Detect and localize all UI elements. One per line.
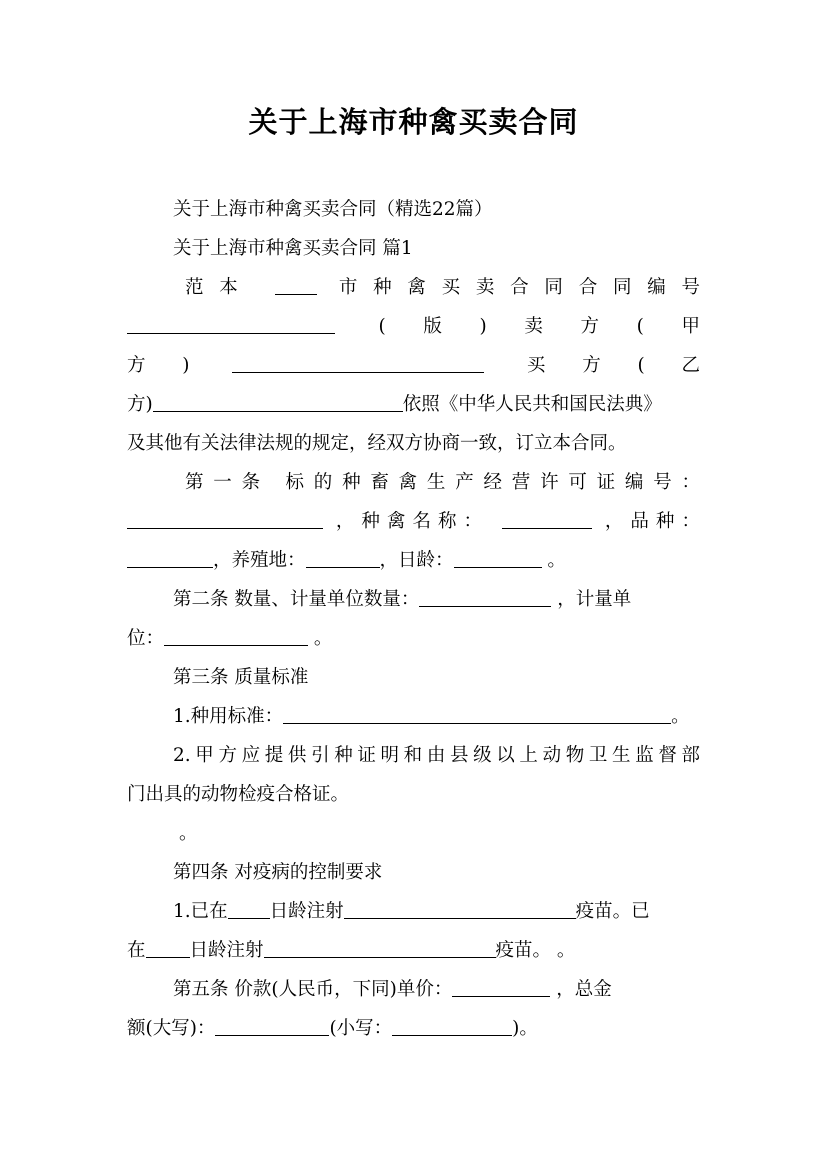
text-segment: 依照《中华人民共和国民法典》 (402, 394, 662, 415)
document-title: 关于上海市种禽买卖合同 (248, 105, 579, 139)
blank-underline (283, 699, 671, 724)
blank-underline (344, 894, 576, 919)
text-segment: ，养殖地： (213, 550, 306, 571)
article-1-line-3 (127, 543, 700, 579)
text-segment: 位： (127, 628, 165, 649)
blank-underline (127, 504, 323, 529)
text-segment: 日龄注射 (269, 901, 344, 922)
text-segment: 1.种用标准： (173, 706, 284, 727)
section-heading: 关于上海市种禽买卖合同 篇1 (173, 238, 413, 259)
blank-underline (306, 543, 380, 568)
blank-underline (502, 504, 592, 529)
article-1-line-1: 第一条 标的种畜禽生产经营许可证编号： (185, 472, 700, 493)
article-3-heading: 第三条 质量标准 (173, 667, 309, 688)
article-4-heading: 第四条 对疫病的控制要求 (173, 862, 383, 883)
blank-underline (452, 972, 550, 997)
text-segment: 第二条 数量、计量单位数量： (173, 589, 420, 610)
preamble-line-5: 及其他有关法律法规的规定，经双方协商一致，订立本合同。 (127, 433, 627, 454)
text-segment: 1.已在 (173, 901, 228, 922)
blank-underline (164, 621, 308, 646)
blank-underline (228, 894, 270, 919)
text-segment: 在 (127, 940, 146, 961)
article-4-line-1 (127, 894, 700, 930)
blank-underline (153, 387, 403, 412)
blank-underline (264, 933, 496, 958)
text-segment: (版)卖方(甲 (378, 316, 701, 337)
article-3-item-2-line-2: 门出具的动物检疫合格证。 (127, 784, 350, 805)
text-segment: 。 (541, 550, 566, 571)
blank-underline (127, 543, 213, 568)
text-segment: 第五条 价款(人民币，下同)单价： (173, 979, 453, 1000)
text-segment: 方) (127, 355, 190, 376)
blank-underline (232, 348, 484, 373)
text-segment: 范本 (185, 277, 254, 298)
article-2-line-2 (127, 621, 700, 657)
text-segment: ，种禽名称： (335, 511, 490, 532)
text-segment: 日龄注射 (189, 940, 264, 961)
article-4-line-2 (127, 933, 700, 969)
stray-period: 。 (179, 823, 198, 844)
article-3-item-2-line-1: 2.甲方应提供引种证明和由县级以上动物卫生监督部 (173, 745, 700, 766)
text-segment: ，品种： (604, 511, 700, 532)
blank-underline (275, 270, 317, 295)
text-segment: ，日龄： (379, 550, 454, 571)
text-segment: 方) (127, 394, 153, 415)
text-segment: 。 (308, 628, 333, 649)
text-segment: 市种禽买卖合同合同编号 (338, 277, 700, 298)
article-5-line-2 (127, 1011, 700, 1047)
blank-underline (146, 933, 190, 958)
blank-underline (215, 1011, 329, 1036)
text-segment: 额(大写)： (127, 1018, 216, 1039)
text-segment: ，总金 (550, 979, 612, 1000)
blank-underline (454, 543, 542, 568)
text-segment: )。 (512, 1018, 538, 1039)
text-segment: 。 (671, 706, 690, 727)
article-3-item-1 (127, 699, 700, 735)
blank-underline (127, 309, 335, 334)
blank-underline (419, 582, 551, 607)
preamble-line-2 (127, 309, 700, 345)
preamble-line-1 (127, 270, 700, 306)
text-segment: (小写： (329, 1018, 393, 1039)
text-segment: ，计量单 (551, 589, 632, 610)
subtitle: 关于上海市种禽买卖合同（精选22篇） (173, 199, 493, 220)
article-1-line-2 (127, 504, 700, 540)
text-segment: 疫苗。 。 (495, 940, 576, 961)
blank-underline (392, 1011, 512, 1036)
preamble-line-3 (127, 348, 700, 384)
text-segment: 买方(乙 (526, 355, 700, 376)
text-segment: 疫苗。已 (575, 901, 650, 922)
preamble-line-4 (127, 387, 700, 423)
article-2-line-1 (127, 582, 700, 618)
article-5-line-1 (127, 972, 700, 1008)
